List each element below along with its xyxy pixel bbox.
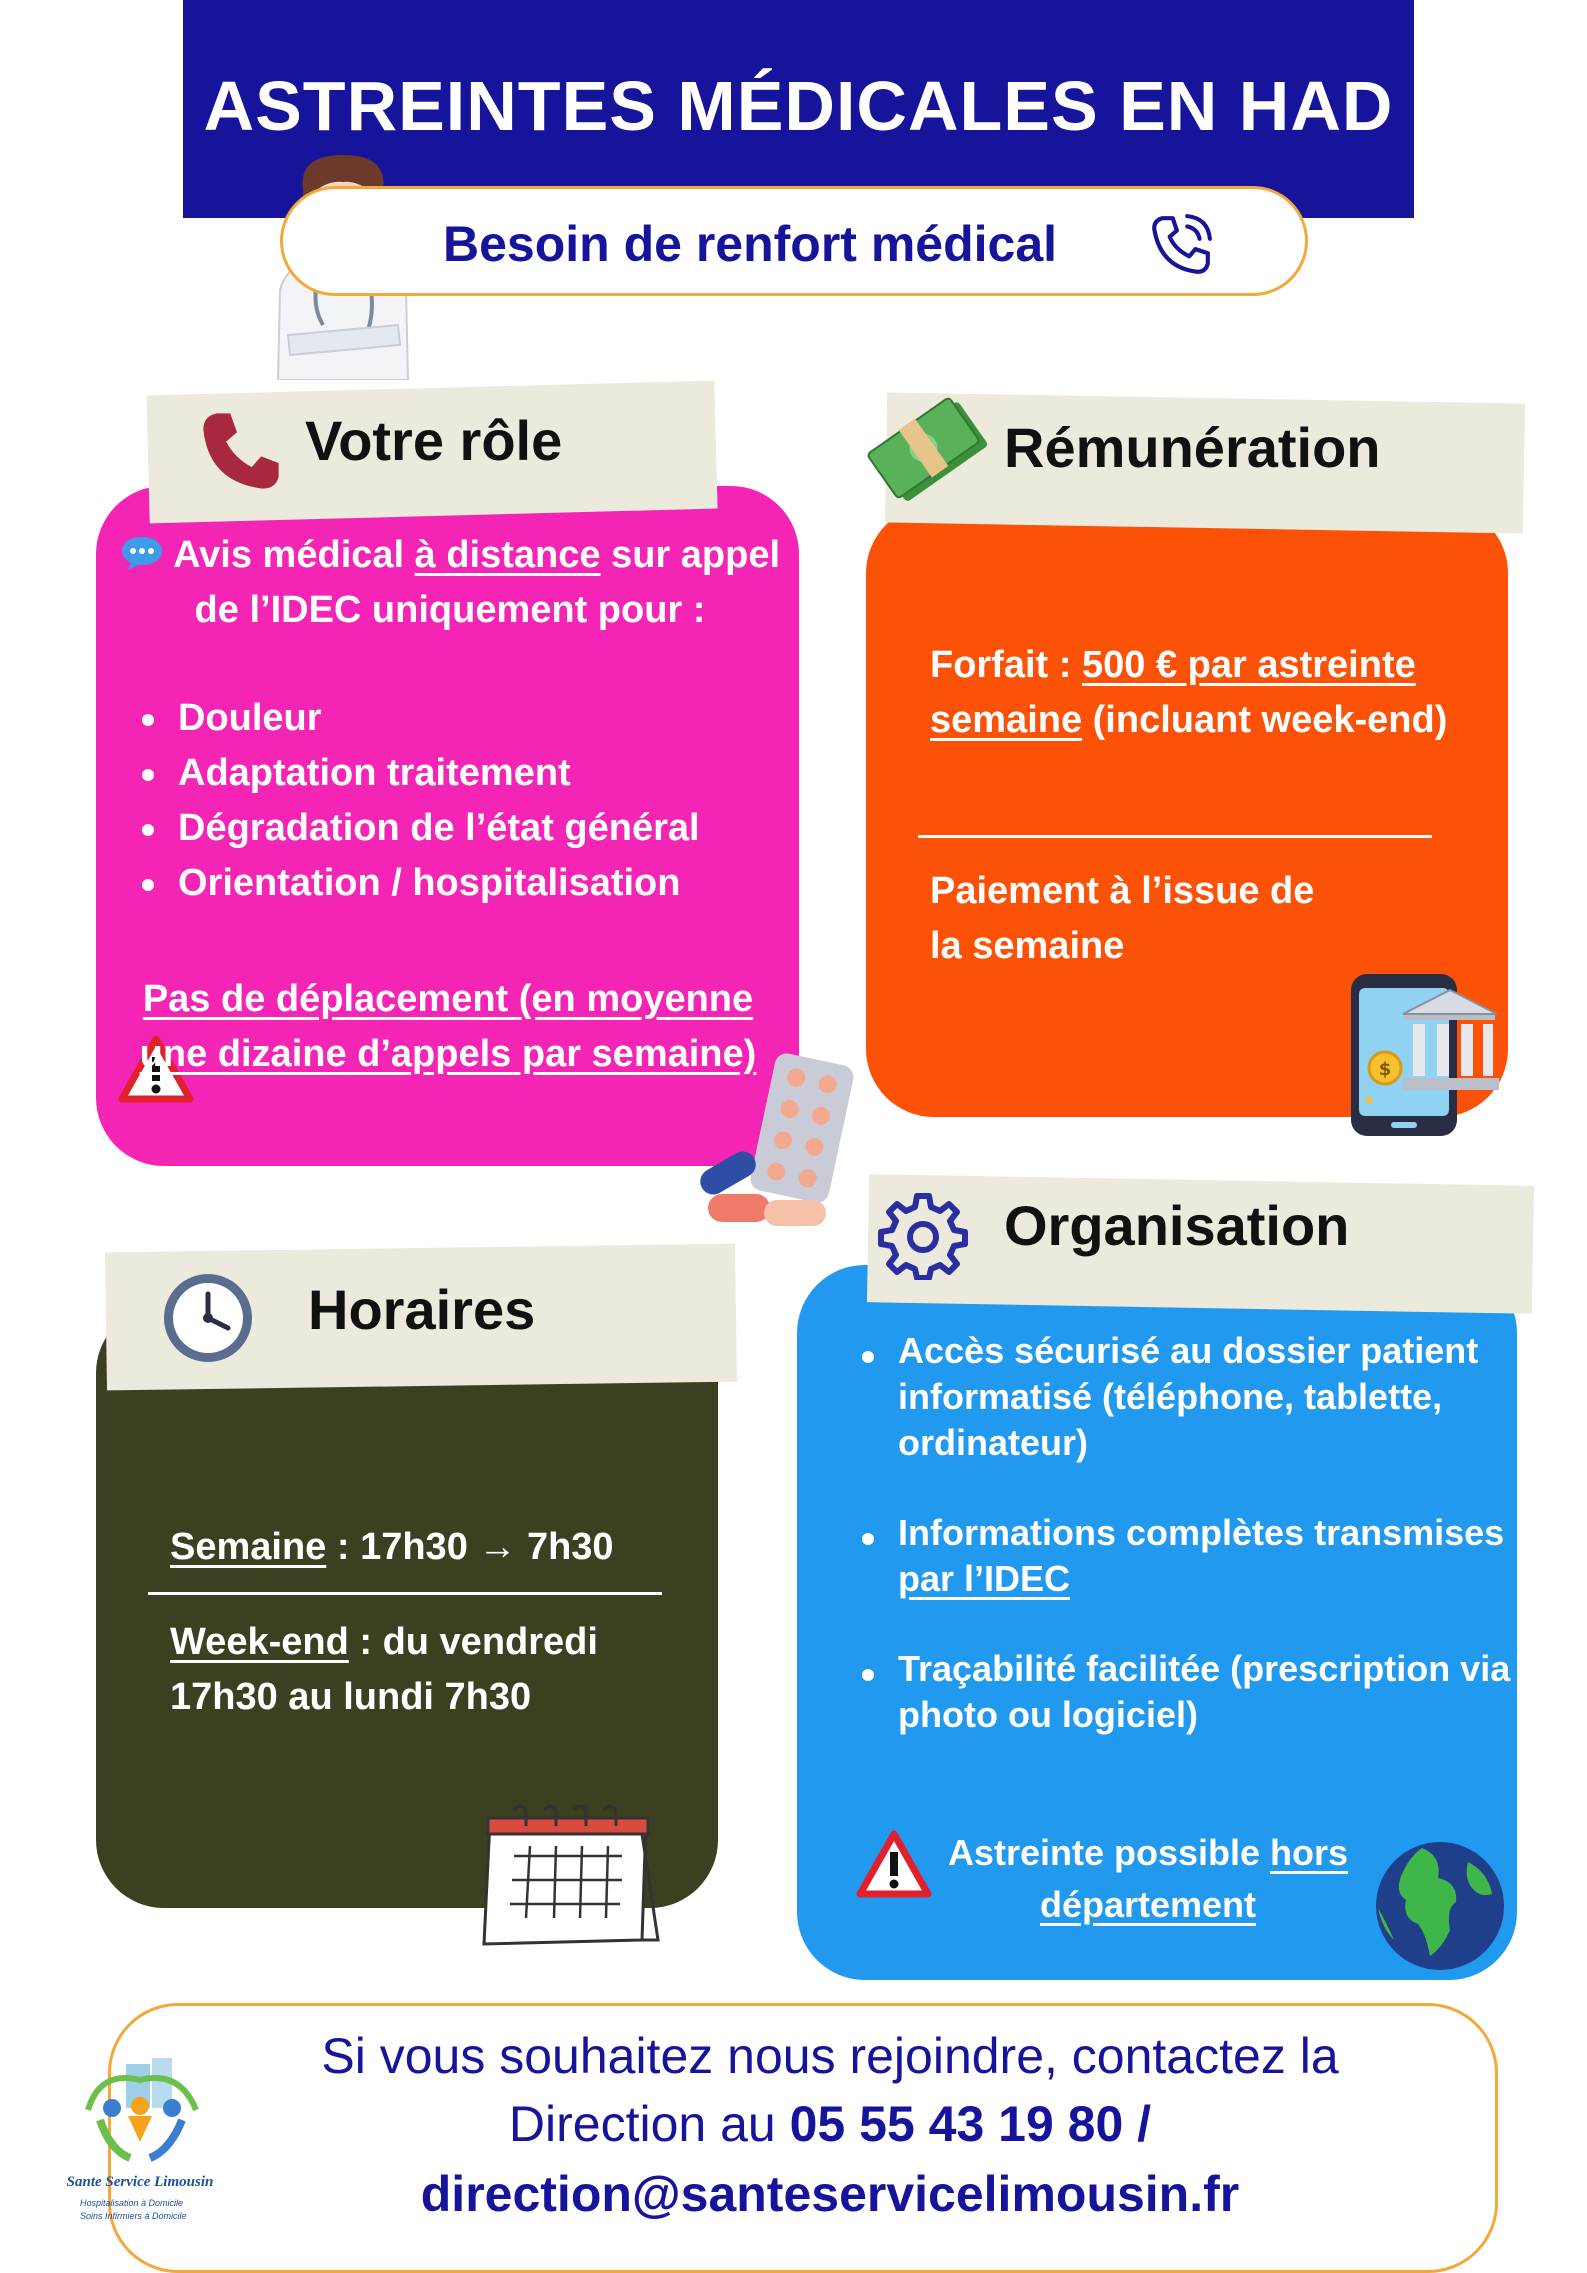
weekend-text xyxy=(170,1615,670,1725)
phone-ring-icon xyxy=(1148,212,1214,278)
org-item2-b: par l’IDEC xyxy=(898,1558,1071,1599)
forfait-text xyxy=(930,638,1465,748)
pills-icon xyxy=(694,1050,866,1230)
list-item: Douleur xyxy=(178,691,838,746)
organisation-note xyxy=(938,1827,1358,1931)
organisation-heading: Organisation xyxy=(1004,1194,1350,1257)
list-item: Dégradation de l’état général xyxy=(178,801,838,856)
role-intro-c: sur appel de l’IDEC uniquement pour : xyxy=(194,534,781,631)
role-heading: Votre rôle xyxy=(305,409,563,472)
role-intro-b: à distance xyxy=(414,534,601,576)
list-item: Adaptation traitement xyxy=(178,746,838,801)
footer-phone[interactable]: 05 55 43 19 80 / xyxy=(789,2096,1152,2152)
remuneration-heading: Rémunération xyxy=(1004,416,1381,479)
weekend-value: : du vendredi 17h30 au lundi 7h30 xyxy=(170,1621,598,1718)
semaine-value: : 17h30 → 7h30 xyxy=(326,1526,614,1568)
list-item xyxy=(898,1510,1538,1602)
semaine-label: Semaine xyxy=(170,1526,327,1568)
warning-icon xyxy=(856,1830,932,1898)
svg-text:$: $ xyxy=(1378,1059,1392,1080)
list-item: Orientation / hospitalisation xyxy=(178,856,838,911)
footer-line2 xyxy=(250,2090,1410,2158)
logo-mark xyxy=(40,2050,240,2170)
forfait-suffix: (incluant week-end) xyxy=(1082,699,1448,741)
organisation-list xyxy=(848,1328,1538,1738)
logo-tagline-1: Hospitalisation à Domicile xyxy=(80,2198,184,2208)
logo-name: Sante Service Limousin xyxy=(66,2174,214,2190)
money-bills-icon xyxy=(866,385,996,515)
gear-icon xyxy=(878,1190,968,1280)
weekend-label: Week-end xyxy=(170,1621,349,1663)
list-item: Traçabilité facilitée (prescription via photo ou logiciel) xyxy=(898,1646,1538,1738)
org-item2-a: Informations complètes transmises xyxy=(898,1512,1505,1553)
role-note: Pas de déplacement (en moyenne une dizaine d’appels par semaine) xyxy=(139,978,757,1075)
subtitle-text: Besoin de renfort médical xyxy=(443,216,1058,272)
mobile-bank-icon xyxy=(1345,970,1507,1140)
logo-tagline-2: Soins Infirmiers à Domicile xyxy=(80,2211,187,2221)
calendar-icon xyxy=(470,1800,660,1950)
subtitle-pill xyxy=(280,186,1308,296)
paiement-text: Paiement à l’issue de la semaine xyxy=(930,870,1315,967)
horaires-heading: Horaires xyxy=(308,1278,536,1341)
org-note-b: hors département xyxy=(1039,1832,1349,1925)
footer-email[interactable]: direction@santeservicelimousin.fr xyxy=(420,2166,1240,2222)
role-intro-a: Avis médical xyxy=(173,534,415,576)
forfait-value: 500 € par astreinte semaine xyxy=(930,644,1416,741)
chat-bubble-icon xyxy=(120,535,164,571)
list-item: Accès sécurisé au dossier patient informatisé (téléphone, tablette, ordinateur) xyxy=(898,1328,1538,1466)
org-note-a: Astreinte possible xyxy=(947,1832,1271,1873)
forfait-label: Forfait : xyxy=(930,644,1082,686)
role-list xyxy=(128,691,838,911)
phone-icon xyxy=(198,408,284,494)
role-intro xyxy=(110,528,790,638)
page-title: ASTREINTES MÉDICALES EN HAD xyxy=(203,67,1394,145)
clock-icon xyxy=(160,1270,256,1366)
footer-line1: Si vous souhaitez nous rejoindre, contactez la xyxy=(321,2028,1339,2084)
semaine-text xyxy=(170,1520,690,1575)
horaires-divider xyxy=(148,1592,662,1595)
logo xyxy=(40,2050,240,2240)
footer-line2-a: Direction au xyxy=(508,2096,790,2152)
globe-icon xyxy=(1372,1838,1508,1974)
remuneration-divider xyxy=(918,835,1432,838)
